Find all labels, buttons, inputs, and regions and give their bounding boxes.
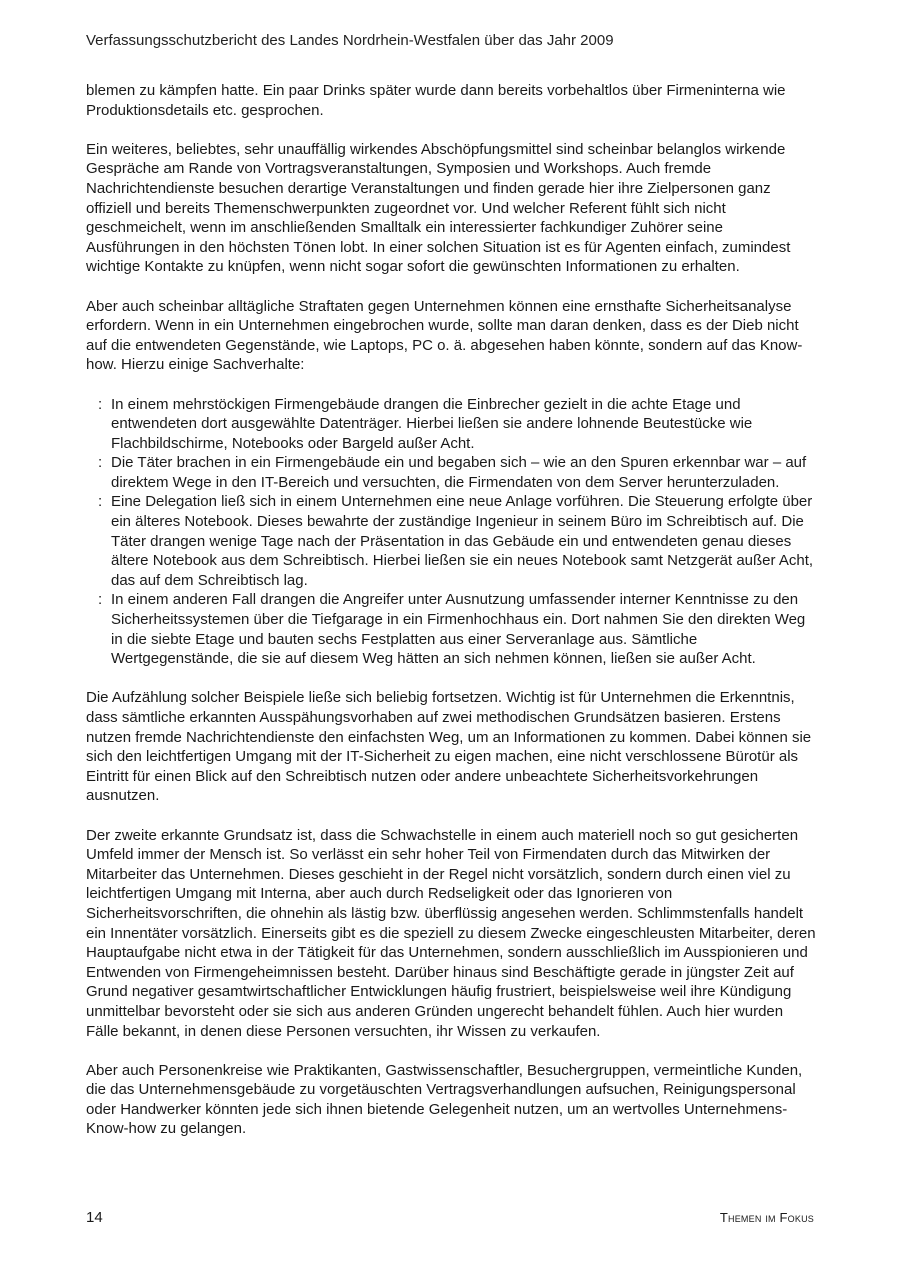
list-item-text: Die Täter brachen in ein Firmengebäude ein und begaben sich – wie an den Spuren erkennbar war – auf direktem Wege in den IT-Bereich und versuchten, die Firmendaten von dem Server herunterzuladen. — [111, 454, 807, 491]
list-item-text: In einem anderen Fall drangen die Angreifer unter Ausnutzung umfassender interner Kenntnisse zu den Sicherheitssystemen über die Tiefgarage in ein Firmenhochhaus ein. Dort nahmen Sie den direkten Weg in die siebte Etage und bauten sechs Festplatten aus einer Serveranlage aus. Sämtliche Wertgegenstände, die sie auf diesem Weg hätten an sich nehmen können, ließen sie außer Acht. — [111, 591, 806, 668]
case-list — [86, 395, 816, 669]
list-item-text: Eine Delegation ließ sich in einem Unternehmen eine neue Anlage vorführen. Die Steuerung erfolgte über ein älteres Notebook. Dieses bewahrte der zuständige Ingenieur in seinem Büro im Schreibtisch auf. Die Täter drangen wenige Tage nach der Präsentation in das Gebäude ein und entwendeten genau dieses ältere Notebook aus dem Schreibtisch. Hierbei ließen sie ein neues Notebook samt Netzgerät außer Acht, das auf dem Schreibtisch lag. — [111, 493, 814, 589]
list-item — [86, 590, 816, 668]
list-marker: : — [98, 591, 103, 609]
paragraph: Die Aufzählung solcher Beispiele ließe sich beliebig fortsetzen. Wichtig ist für Unternehmen die Erkenntnis, dass sämtliche erkannten Ausspähungsvorhaben auf zwei methodischen Grundsätzen basieren. Erstens nutzen fremde Nachrichtendienste den einfachsten Weg, um an Informationen zu kommen. Dabei können sie sich den leichtfertigen Umgang mit der IT-Sicherheit zu eigen machen, eine nicht verschlossene Bürotür als Eintritt für einen Blick auf den Schreibtisch nutzen oder andere unbeachtete Sicherheitsvorkehrungen ausnutzen. — [86, 689, 812, 805]
list-marker: : — [98, 395, 103, 413]
list-item — [86, 492, 816, 590]
paragraph: Aber auch scheinbar alltägliche Straftaten gegen Unternehmen können eine ernsthafte Sicherheitsanalyse erfordern. Wenn in ein Unternehmen eingebrochen wurde, sollte man daran denken, dass es der Dieb nicht auf die entwendeten Gegenstände, wie Laptops, PC o. ä. abgesehen haben könnte, sondern auf das Know-how. Hierzu einige Sachverhalte: — [86, 297, 803, 374]
body-text — [86, 81, 816, 1159]
list-item — [86, 395, 816, 454]
list-marker: : — [98, 493, 103, 511]
page-number: 14 — [86, 1209, 103, 1226]
list-item — [86, 453, 816, 492]
running-header: Verfassungsschutzbericht des Landes Nordrhein-Westfalen über das Jahr 2009 — [86, 32, 614, 49]
paragraph: Aber auch Personenkreise wie Praktikanten, Gastwissenschaftler, Besuchergruppen, vermeintliche Kunden, die das Unternehmensgebäude zu vorgetäuschten Vertragsverhandlungen aufsuchen, Reinigungspersonal oder Handwerker könnten jede sich ihnen bietende Gelegenheit nutzen, um an wertvolles Unternehmens-Know-how zu gelangen. — [86, 1061, 803, 1138]
paragraph: Ein weiteres, beliebtes, sehr unauffällig wirkendes Abschöpfungsmittel sind scheinbar belanglos wirkende Gespräche am Rande von Vortragsveranstaltungen, Symposien und Workshops. Auch fremde Nachrichtendienste besuchen derartige Veranstaltungen und finden gerade hier ihre Zielpersonen ganz offiziell und bereits Themenschwerpunkten zugeordnet vor. Und welcher Referent fühlt sich nicht geschmeichelt, wenn im anschließenden Smalltalk ein interessierter fachkundiger Zuhörer seine Ausführungen in den höchsten Tönen lobt. In einer solchen Situation ist es für Agenten einfach, zumindest wichtige Kontakte zu knüpfen, wenn nicht sogar sofort die gewünschten Informationen zu erhalten. — [86, 140, 791, 276]
paragraph: blemen zu kämpfen hatte. Ein paar Drinks später wurde dann bereits vorbehaltlos über Firmeninterna wie Produktionsdetails etc. gesprochen. — [86, 82, 786, 119]
section-title: Themen im Fokus — [719, 1210, 814, 1225]
list-item-text: In einem mehrstöckigen Firmengebäude drangen die Einbrecher gezielt in die achte Etage und entwendeten dort ausgewählte Datenträger. Hierbei ließen sie andere lohnende Beutestücke wie Flachbildschirme, Notebooks oder Bargeld außer Acht. — [111, 395, 753, 452]
list-marker: : — [98, 454, 103, 472]
paragraph: Der zweite erkannte Grundsatz ist, dass die Schwachstelle in einem auch materiell noch so gut gesicherten Umfeld immer der Mensch ist. So verlässt ein sehr hoher Teil von Firmendaten durch das Mitwirken der Mitarbeiter das Unternehmen. Dieses geschieht in der Regel nicht vorsätzlich, sondern durch einen viel zu leichtfertigen Umgang mit Interna, aber auch durch Redseligkeit oder das Ignorieren von Sicherheitsvorschriften, die ohnehin als lästig bzw. überflüssig angesehen werden. Schlimmstenfalls handelt ein Innentäter vorsätzlich. Einerseits gibt es die speziell zu diesem Zwecke eingeschleusten Mitarbeiter, deren Hauptaufgabe nicht etwa in der Tätigkeit für das Unternehmen, sondern ausschließlich im Ausspionieren und Entwenden von Firmengeheimnissen besteht. Darüber hinaus sind Beschäftigte gerade in jüngster Zeit auf Grund negativer gesamtwirtschaftlicher Entwicklungen häufig frustriert, beispielsweise weil ihre Kündigung unmittelbar bevorsteht oder sie sich aus anderen Gründen ungerecht behandelt fühlen. Auch hier wurden Fälle bekannt, in denen diese Personen versuchten, ihr Wissen zu verkaufen. — [86, 826, 816, 1040]
